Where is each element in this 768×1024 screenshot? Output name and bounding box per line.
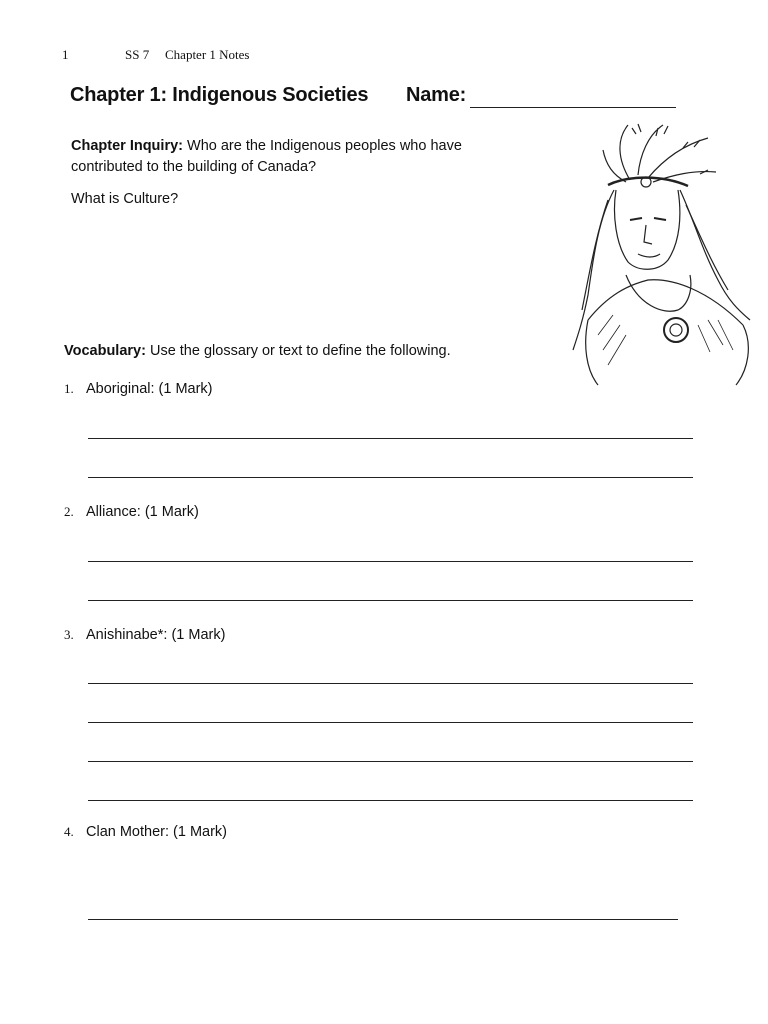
culture-question: What is Culture? <box>71 191 179 207</box>
question-term: Alliance: (1 Mark) <box>86 504 199 520</box>
answer-line[interactable] <box>88 800 693 801</box>
name-blank-line[interactable] <box>470 107 676 108</box>
name-label: Name: <box>406 84 467 106</box>
question-number: 3. <box>64 627 74 642</box>
indigenous-portrait-illustration <box>568 120 758 390</box>
answer-line[interactable] <box>88 761 693 762</box>
answer-line[interactable] <box>88 919 678 920</box>
vocabulary-label: Vocabulary: <box>64 343 146 359</box>
title-row <box>70 84 467 107</box>
answer-line[interactable] <box>88 477 693 478</box>
chapter-title: Chapter 1: Indigenous Societies <box>70 84 369 106</box>
answer-line[interactable] <box>88 600 693 601</box>
answer-line[interactable] <box>88 683 693 684</box>
answer-line[interactable] <box>88 561 693 562</box>
inquiry-label: Chapter Inquiry: <box>71 138 183 154</box>
question-number: 4. <box>64 824 74 839</box>
answer-line[interactable] <box>88 722 693 723</box>
chapter-inquiry <box>71 136 471 178</box>
question-1 <box>64 381 213 397</box>
question-2 <box>64 504 199 520</box>
inquiry-text: Who are the Indigenous peoples who have contributed to the building of Canada? <box>71 138 462 175</box>
page-number: 1 <box>62 47 69 62</box>
chapter-notes-label: Chapter 1 Notes <box>165 47 250 62</box>
vocabulary-instruction-text: Use the glossary or text to define the following. <box>149 343 451 359</box>
question-number: 2. <box>64 504 74 519</box>
question-term: Anishinabe*: (1 Mark) <box>86 627 226 643</box>
question-term: Aboriginal: (1 Mark) <box>86 381 213 397</box>
course-code: SS 7 <box>125 47 150 62</box>
question-term: Clan Mother: (1 Mark) <box>86 824 228 840</box>
question-3 <box>64 627 225 643</box>
question-4 <box>64 824 227 840</box>
answer-line[interactable] <box>88 438 693 439</box>
question-number: 1. <box>64 381 74 396</box>
vocabulary-instruction <box>64 343 451 359</box>
